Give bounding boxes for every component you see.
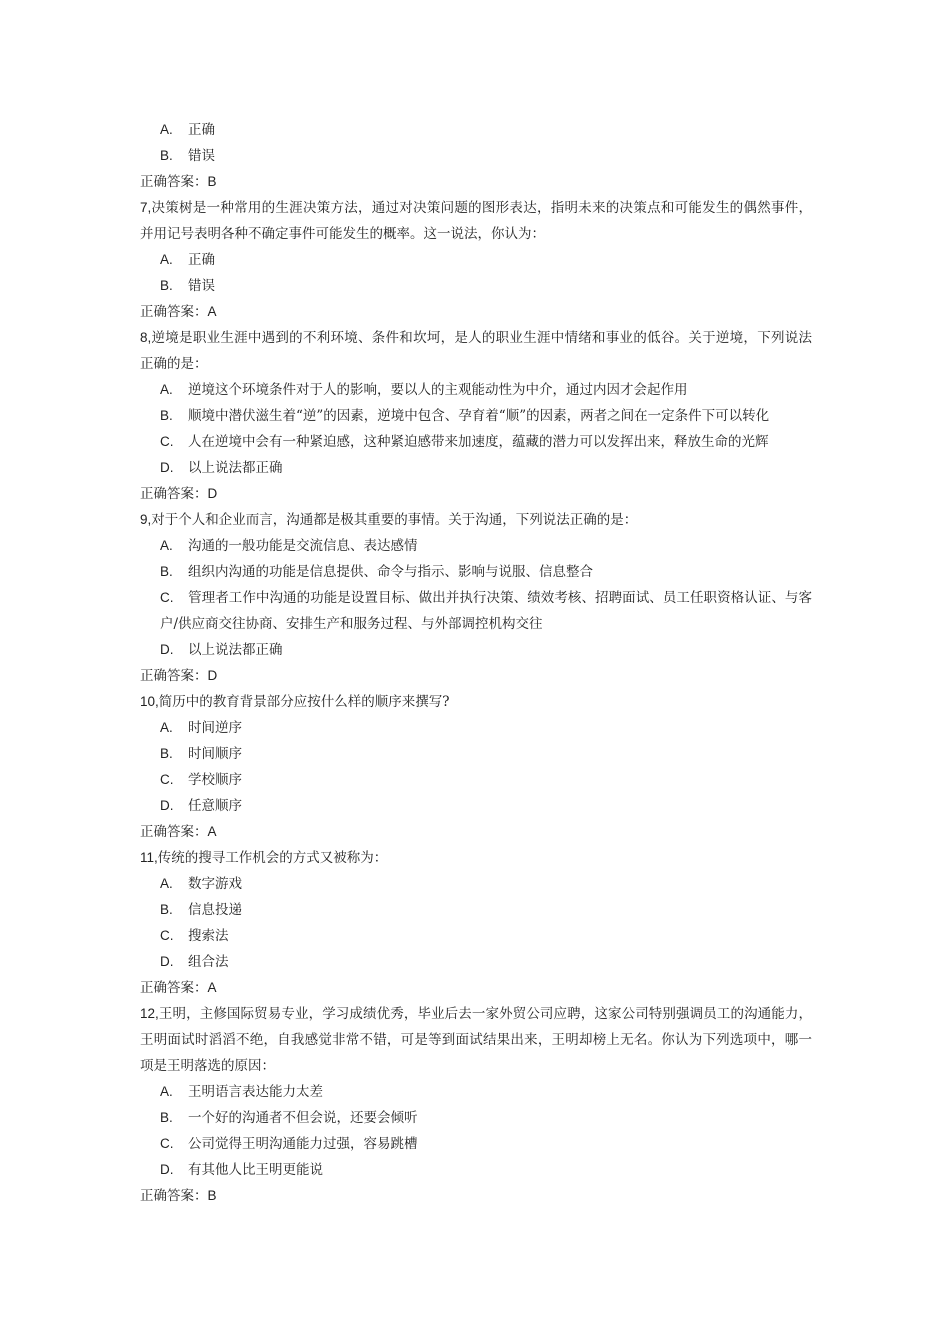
option-a	[140, 377, 812, 403]
option-text: 搜索法	[188, 928, 229, 944]
option-d	[140, 949, 812, 975]
option-letter: A.	[160, 538, 173, 553]
option-text: 沟通的一般功能是交流信息、表达感情	[188, 538, 418, 554]
option-d	[140, 793, 812, 819]
question-text: 王明，主修国际贸易专业，学习成绩优秀，毕业后去一家外贸公司应聘，这家公司特别强调员工的沟通能力，王明面试时滔滔不绝，自我感觉非常不错，可是等到面试结果出来，王明却榜上无名。你认为下列选项中，哪一项是王明落选的原因：	[140, 1006, 812, 1074]
question-stem	[140, 507, 812, 533]
option-a	[140, 715, 812, 741]
question-10	[140, 689, 812, 845]
option-letter: C.	[160, 928, 174, 943]
option-c	[140, 767, 812, 793]
option-text: 错误	[188, 148, 215, 164]
option-letter: A.	[160, 720, 173, 735]
option-letter: D.	[160, 954, 174, 969]
option-text: 数字游戏	[188, 876, 242, 892]
option-text: 逆境这个环境条件对于人的影响，要以人的主观能动性为中介，通过内因才会起作用	[188, 382, 688, 398]
option-text: 管理者工作中沟通的功能是设置目标、做出并执行决策、绩效考核、招聘面试、员工任职资格认证、与客户/供应商交往协商、安排生产和服务过程、与外部调控机构交往	[160, 590, 812, 632]
answer-label: 正确答案：	[140, 486, 208, 502]
answer-label: 正确答案：	[140, 174, 208, 190]
option-c	[140, 923, 812, 949]
option-text: 公司觉得王明沟通能力过强，容易跳槽	[188, 1136, 418, 1152]
question-text: 传统的搜寻工作机会的方式又被称为：	[157, 850, 388, 866]
option-letter: B.	[160, 148, 173, 163]
answer-line	[140, 663, 812, 689]
option-a	[140, 533, 812, 559]
answer-value: A	[207, 824, 217, 839]
answer-value: D	[207, 668, 218, 683]
answer-line	[140, 481, 812, 507]
option-d	[140, 1157, 812, 1183]
answer-value: B	[207, 1188, 217, 1203]
question-stem	[140, 195, 812, 247]
option-b	[140, 1105, 812, 1131]
option-text: 正确	[188, 122, 215, 138]
option-letter: D.	[160, 1162, 174, 1177]
question-stem	[140, 325, 812, 377]
question-number: 12,	[140, 1006, 159, 1021]
option-letter: D.	[160, 460, 174, 475]
question-list	[140, 117, 812, 1209]
question-text: 决策树是一种常用的生涯决策方法，通过对决策问题的图形表达，指明未来的决策点和可能发生的偶然事件，并用记号表明各种不确定事件可能发生的概率。这一说法，你认为：	[140, 200, 812, 242]
option-letter: B.	[160, 278, 173, 293]
option-text: 以上说法都正确	[188, 460, 283, 476]
option-letter: B.	[160, 902, 173, 917]
answer-label: 正确答案：	[140, 304, 208, 320]
question-12	[140, 1001, 812, 1209]
option-text: 任意顺序	[188, 798, 242, 814]
option-letter: B.	[160, 1110, 173, 1125]
option-letter: C.	[160, 590, 174, 605]
option-text: 以上说法都正确	[188, 642, 283, 658]
question-number: 9,	[140, 512, 152, 527]
option-d	[140, 455, 812, 481]
question-number: 8,	[140, 330, 152, 345]
option-text: 信息投递	[188, 902, 242, 918]
option-c	[140, 1131, 812, 1157]
option-text: 学校顺序	[188, 772, 242, 788]
option-text: 时间逆序	[188, 720, 242, 736]
answer-value: B	[207, 174, 217, 189]
option-letter: C.	[160, 434, 174, 449]
option-b	[140, 273, 812, 299]
option-text: 错误	[188, 278, 215, 294]
option-c	[140, 585, 812, 637]
answer-label: 正确答案：	[140, 824, 208, 840]
answer-value: D	[207, 486, 218, 501]
option-text: 王明语言表达能力太差	[188, 1084, 323, 1100]
question-8	[140, 325, 812, 507]
option-a	[140, 1079, 812, 1105]
option-b	[140, 143, 812, 169]
option-letter: C.	[160, 1136, 174, 1151]
option-b	[140, 897, 812, 923]
option-letter: A.	[160, 1084, 173, 1099]
option-text: 组织内沟通的功能是信息提供、命令与指示、影响与说服、信息整合	[188, 564, 593, 580]
question-stem	[140, 689, 812, 715]
option-text: 顺境中潜伏滋生着“逆”的因素，逆境中包含、孕育着“顺”的因素，两者之间在一定条件下可以转化	[188, 408, 770, 424]
option-letter: D.	[160, 798, 174, 813]
option-a	[140, 117, 812, 143]
answer-line	[140, 975, 812, 1001]
option-letter: A.	[160, 382, 173, 397]
option-letter: A.	[160, 876, 173, 891]
option-b	[140, 741, 812, 767]
question-stem	[140, 845, 812, 871]
answer-line	[140, 299, 812, 325]
option-text: 人在逆境中会有一种紧迫感，这种紧迫感带来加速度，蕴藏的潜力可以发挥出来，释放生命的光辉	[188, 434, 769, 450]
question-stem	[140, 1001, 812, 1079]
question-11	[140, 845, 812, 1001]
question-text: 逆境是职业生涯中遇到的不利环境、条件和坎坷，是人的职业生涯中情绪和事业的低谷。关于逆境，下列说法正确的是：	[140, 330, 812, 372]
option-letter: D.	[160, 642, 174, 657]
answer-value: A	[207, 304, 217, 319]
question-6	[140, 117, 812, 195]
option-b	[140, 559, 812, 585]
option-letter: A.	[160, 252, 173, 267]
option-letter: B.	[160, 564, 173, 579]
option-b	[140, 403, 812, 429]
answer-line	[140, 1183, 812, 1209]
option-d	[140, 637, 812, 663]
option-a	[140, 247, 812, 273]
answer-label: 正确答案：	[140, 980, 208, 996]
question-text: 对于个人和企业而言，沟通都是极其重要的事情。关于沟通，下列说法正确的是：	[151, 512, 638, 528]
question-text: 简历中的教育背景部分应按什么样的顺序来撰写?	[158, 694, 450, 710]
answer-label: 正确答案：	[140, 1188, 208, 1204]
option-letter: B.	[160, 746, 173, 761]
option-letter: A.	[160, 122, 173, 137]
option-a	[140, 871, 812, 897]
option-text: 时间顺序	[188, 746, 242, 762]
question-number: 7,	[140, 200, 152, 215]
question-9	[140, 507, 812, 689]
answer-label: 正确答案：	[140, 668, 208, 684]
option-letter: B.	[160, 408, 173, 423]
option-c	[140, 429, 812, 455]
question-number: 11,	[140, 850, 158, 865]
answer-line	[140, 169, 812, 195]
option-text: 一个好的沟通者不但会说，还要会倾听	[188, 1110, 418, 1126]
option-letter: C.	[160, 772, 174, 787]
answer-value: A	[207, 980, 217, 995]
option-text: 有其他人比王明更能说	[188, 1162, 323, 1178]
answer-line	[140, 819, 812, 845]
question-7	[140, 195, 812, 325]
question-number: 10,	[140, 694, 159, 709]
option-text: 组合法	[188, 954, 229, 970]
option-text: 正确	[188, 252, 215, 268]
